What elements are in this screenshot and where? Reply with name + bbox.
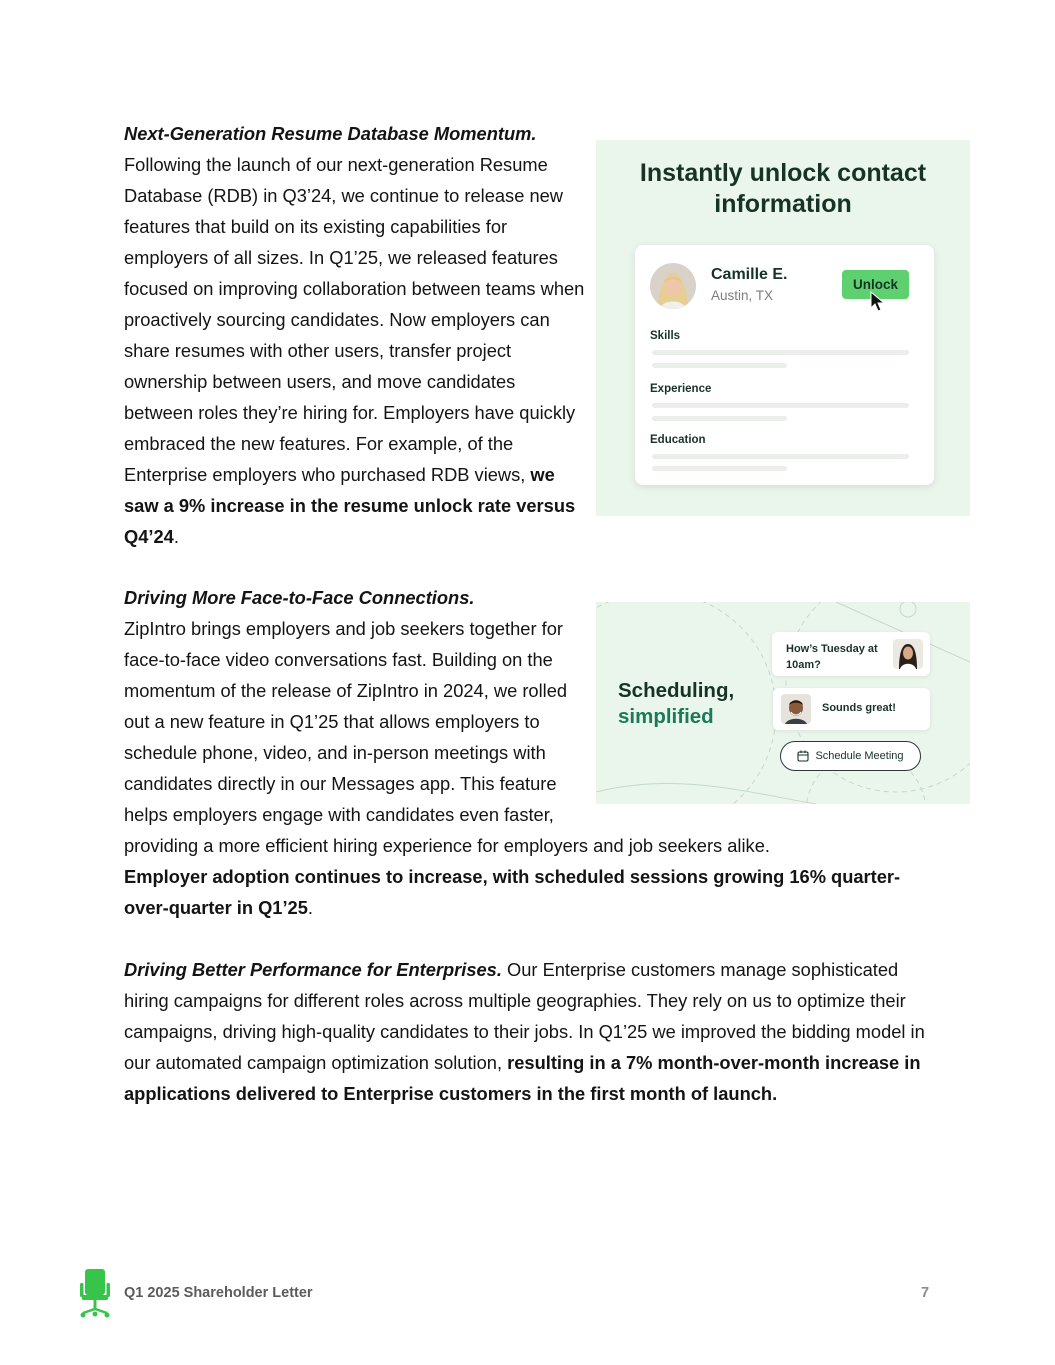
skeleton-line (652, 416, 787, 421)
skeleton-line (652, 454, 909, 459)
page-number: 7 (921, 1285, 930, 1301)
candidate-avatar (650, 263, 696, 309)
section-end: . (173, 526, 179, 547)
message-text: Sounds great! (822, 702, 896, 714)
skeleton-line (652, 403, 909, 408)
calendar-icon (797, 750, 809, 762)
skeleton-line (652, 466, 787, 471)
figure-title: Instantly unlock contact information (639, 159, 927, 218)
experience-label: Experience (650, 383, 712, 395)
candidate-location: Austin, TX (711, 288, 774, 303)
section-body: ZipIntro brings employers and job seekers together for face-to-face video conversations fast. Building on the momentum of the release of ZipIntro in 2024, we rolled out a new feature in Q1’25 that allows employers to schedule phone, video, and in-person meetings with candidates directly in our Messages app. This feature helps employers engage with candidates even faster, (124, 618, 568, 825)
section-resume-database (124, 118, 586, 552)
skeleton-line (652, 363, 787, 368)
chair-logo-icon (79, 1267, 111, 1319)
section-body: Following the launch of our next-generation Resume Database (RDB) in Q3’24, we continue to release new features that build on its existing capabilities for employers of all sizes. In Q1’25, we released features focused on improving collaboration between teams when proactively sourcing candidates. Now employers can share resumes with other users, transfer project ownership between users, and move candidates between roles they’re hiring for. Employers have quickly embraced the new features. For example, of the Enterprise employers who purchased RDB views, (124, 154, 585, 485)
message-text: How’s Tuesday at 10am? (786, 643, 878, 671)
mouse-cursor-icon (870, 291, 886, 313)
section-heading: Driving Better Performance for Enterprises. (124, 959, 502, 980)
message-bubble-question (772, 632, 930, 676)
candidate-card (635, 245, 934, 485)
candidate-name: Camille E. (711, 266, 788, 283)
section-highlight: we saw a 9% increase in the resume unlock rate versus Q4’24 (124, 464, 576, 547)
section-body: Our Enterprise customers manage sophisticated hiring campaigns for different roles across multiple geographies. They rely on us to optimize their campaigns, driving high-quality candidates to their jobs. In Q1’25 we improved the bidding model in our automated campaign optimization solution, (124, 959, 925, 1073)
unlock-button[interactable]: Unlock (842, 270, 909, 299)
unlock-contact-figure (596, 140, 970, 516)
section-highlight: resulting in a 7% month-over-month increase in applications delivered to Enterprise customers in the first month of launch. (124, 1052, 921, 1104)
skills-label: Skills (650, 330, 681, 342)
footer-title: Q1 2025 Shareholder Letter (124, 1285, 313, 1301)
scheduling-title: Scheduling, simplified (618, 679, 735, 728)
section-body-continued: providing a more efficient hiring experience for employers and job seekers alike. (124, 835, 770, 856)
section-heading: Next-Generation Resume Database Momentum. (124, 123, 537, 144)
schedule-meeting-label: Schedule Meeting (815, 750, 904, 762)
woman-avatar (893, 639, 923, 669)
scheduling-figure (596, 602, 970, 804)
section-highlight: Employer adoption continues to increase, with scheduled sessions growing 16% quarter-over-quarter in Q1’25 (124, 866, 901, 918)
education-label: Education (650, 434, 706, 446)
schedule-meeting-button[interactable] (780, 741, 921, 771)
man-avatar (781, 694, 811, 724)
section-end: . (307, 897, 313, 918)
section-heading: Driving More Face-to-Face Connections. (124, 587, 475, 608)
skeleton-line (652, 350, 909, 355)
section-enterprise (124, 954, 936, 1109)
message-bubble-reply (773, 688, 930, 730)
